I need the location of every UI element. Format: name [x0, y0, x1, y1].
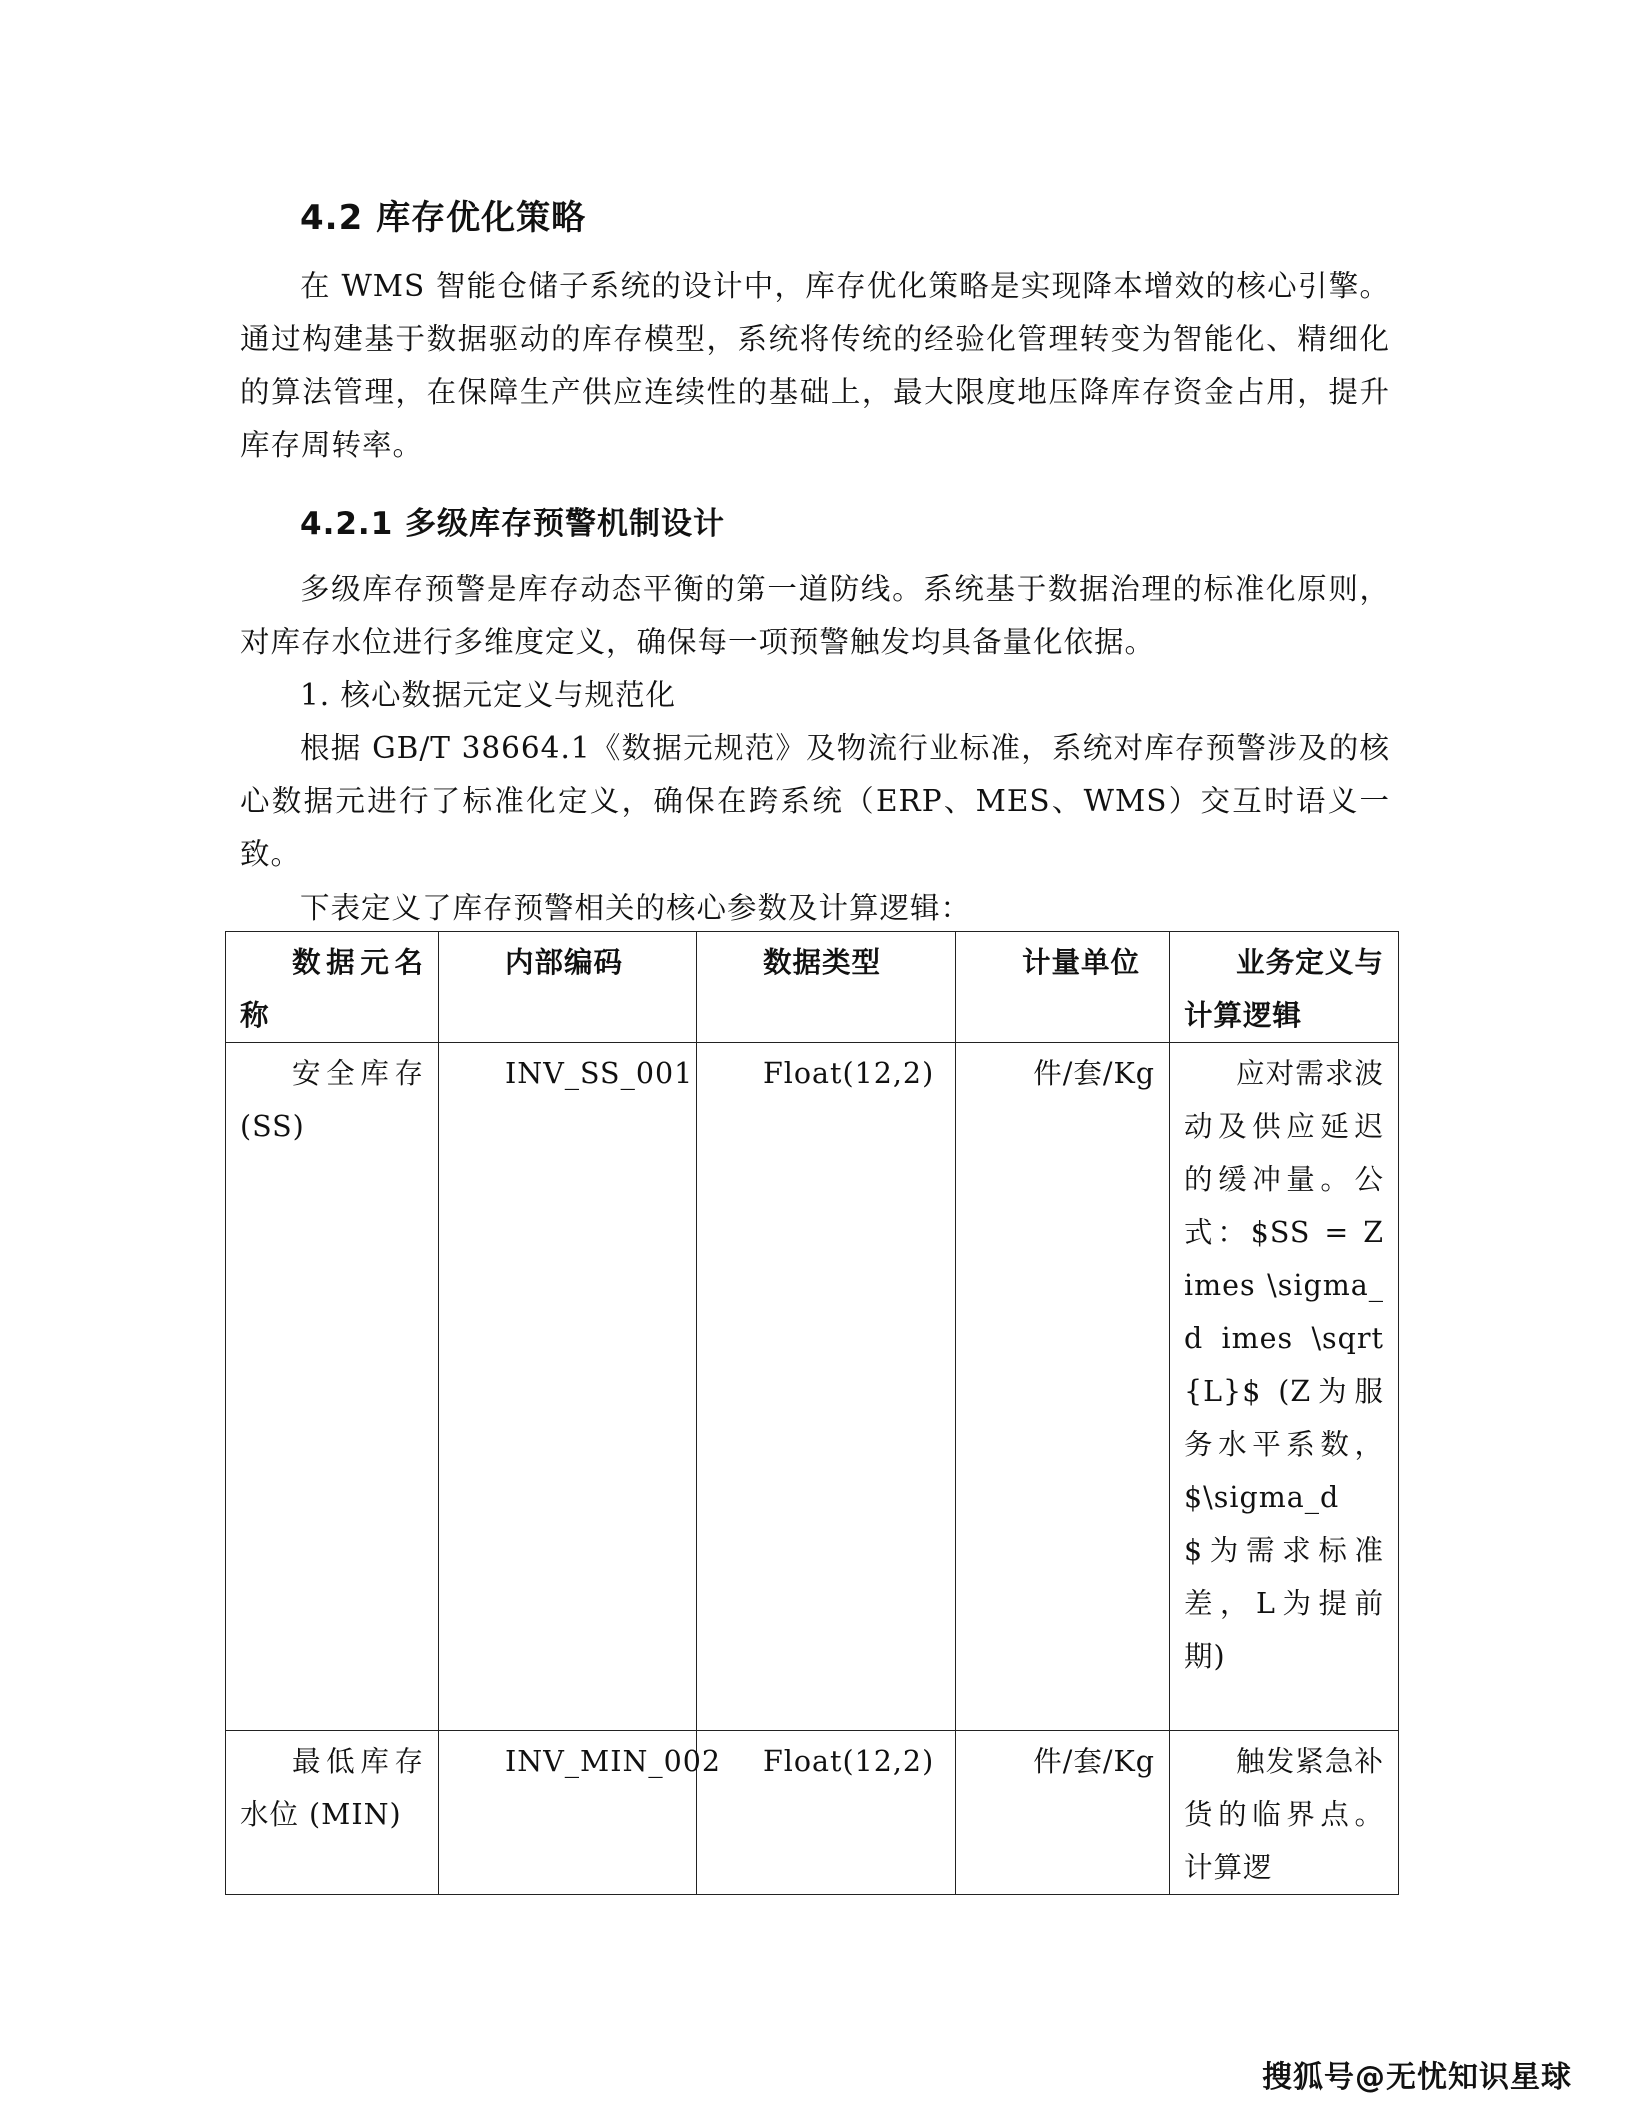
cell-code: INV_SS_001	[439, 1043, 697, 1731]
header-cell-type: 数据类型	[697, 932, 956, 1043]
cell-definition: 应对需求波动及供应延迟的缓冲量。公式：$SS = Z imes \sigma_d imes \sqrt{L}$ (Z为服务水平系数，$\sigma_d$为需求标准差，L为提前期)	[1170, 1043, 1399, 1731]
cell-unit: 件/套/Kg	[956, 1043, 1170, 1731]
table-caption: 下表定义了库存预警相关的核心参数及计算逻辑：	[300, 891, 972, 925]
intro-paragraph: 在 WMS 智能仓储子系统的设计中，库存优化策略是实现降本增效的核心引擎。通过构建基于数据驱动的库存模型，系统将传统的经验化管理转变为智能化、精细化的算法管理，在保障生产供应连续性的基础上，最大限度地压降库存资金占用，提升库存周转率。	[240, 269, 1390, 462]
section-heading: 4.2 库存优化策略	[300, 198, 587, 238]
cell-code: INV_MIN_002	[439, 1731, 697, 1895]
header-cell-definition: 业务定义与计算逻辑	[1170, 932, 1399, 1043]
cell-type: Float(12,2)	[697, 1043, 956, 1731]
cell-unit: 件/套/Kg	[956, 1731, 1170, 1895]
numbered-list-item: 1. 核心数据元定义与规范化	[300, 678, 677, 712]
cell-type: Float(12,2)	[697, 1731, 956, 1895]
cell-name: 最低库存水位 (MIN)	[226, 1731, 439, 1895]
cell-definition: 触发紧急补货的临界点。计算逻	[1170, 1731, 1399, 1895]
table-header-row	[226, 932, 1399, 1043]
cell-name: 安全库存(SS)	[226, 1043, 439, 1731]
header-cell-code: 内部编码	[439, 932, 697, 1043]
data-element-table	[225, 931, 1399, 1895]
standard-reference-paragraph: 根据 GB/T 38664.1《数据元规范》及物流行业标准，系统对库存预警涉及的核心数据元进行了标准化定义，确保在跨系统（ERP、MES、WMS）交互时语义一致。	[240, 731, 1390, 871]
header-cell-name: 数据元名称	[226, 932, 439, 1043]
watermark: 搜狐号@无忧知识星球	[1262, 2060, 1572, 2095]
subsection-intro-paragraph: 多级库存预警是库存动态平衡的第一道防线。系统基于数据治理的标准化原则，对库存水位进行多维度定义，确保每一项预警触发均具备量化依据。	[240, 572, 1390, 659]
header-cell-unit: 计量单位	[956, 932, 1170, 1043]
table-row	[226, 1043, 1399, 1731]
subsection-heading: 4.2.1 多级库存预警机制设计	[300, 506, 726, 542]
table-row	[226, 1731, 1399, 1895]
